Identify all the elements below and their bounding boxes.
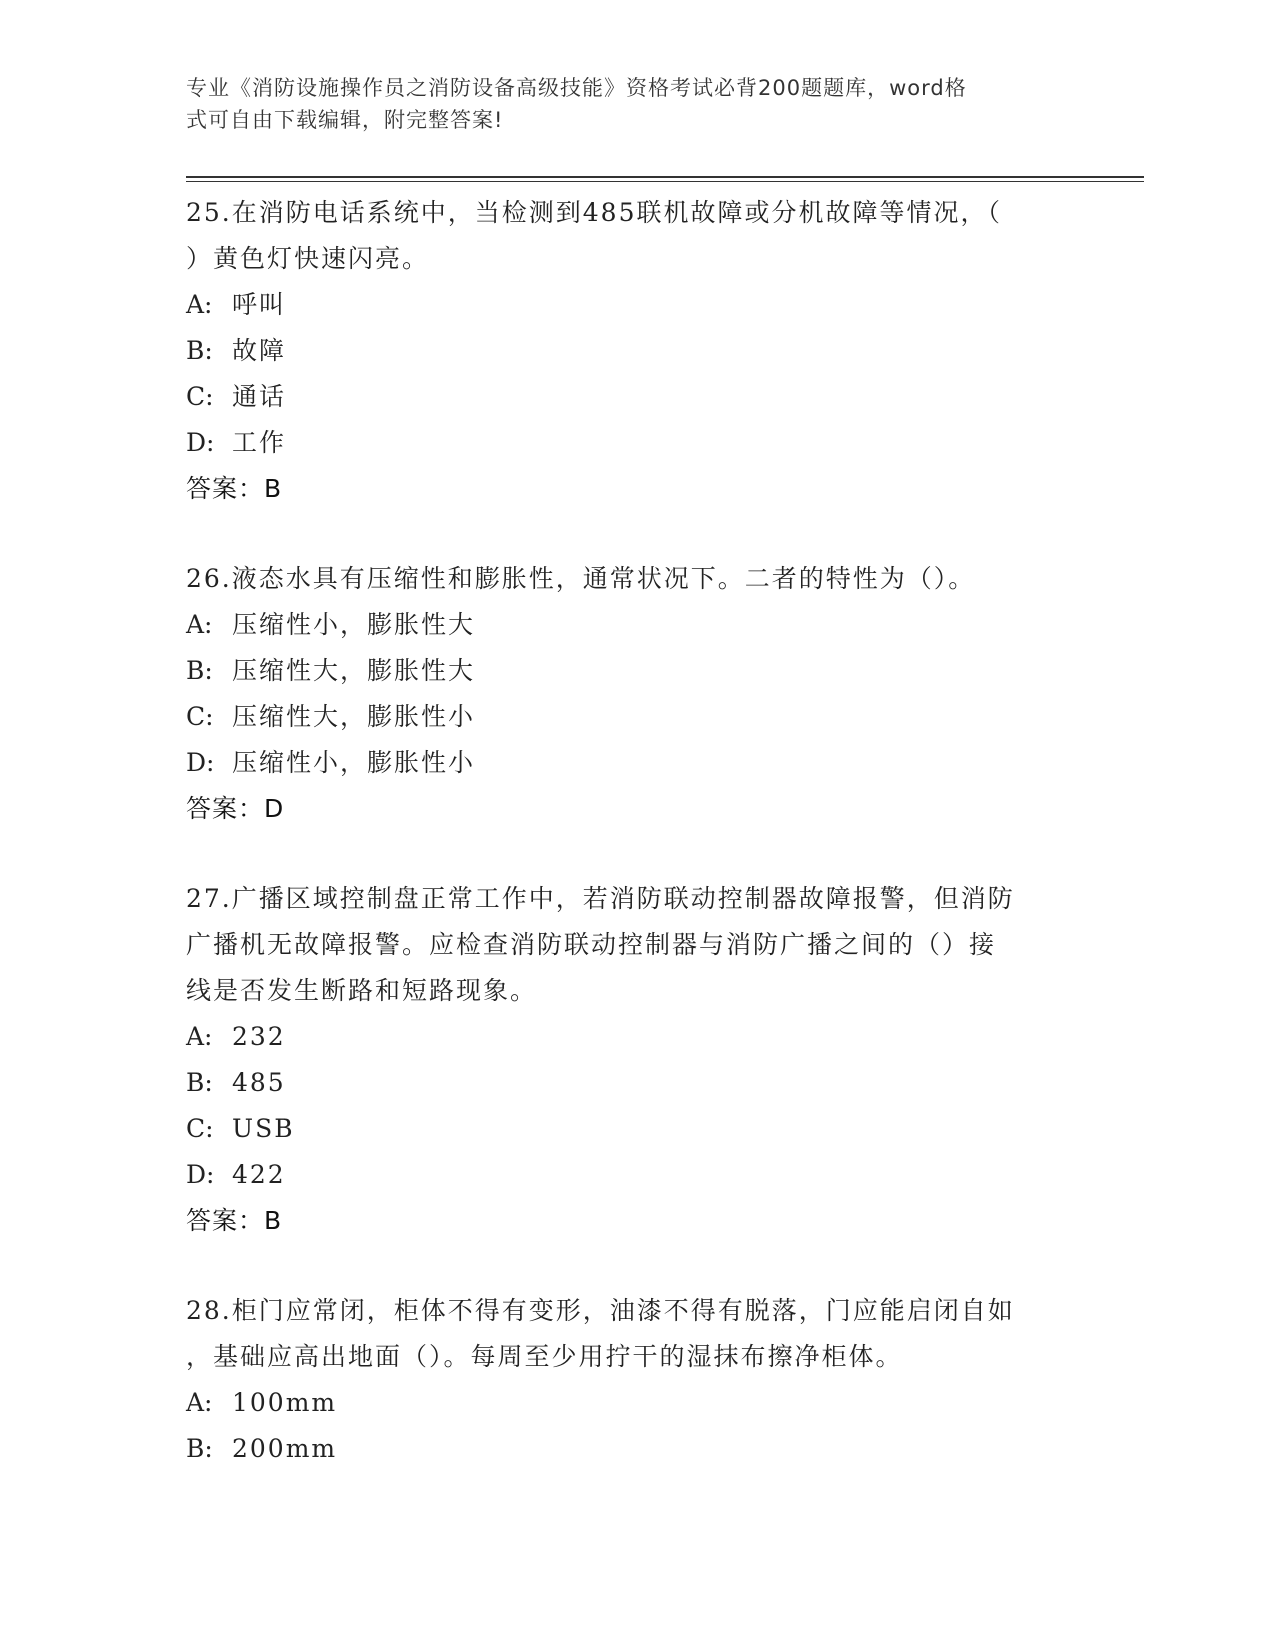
header-line-1: 专业《消防设施操作员之消防设备高级技能》资格考试必背200题题库，word格 xyxy=(186,76,967,100)
question-text-line: ）黄色灯快速闪亮。 xyxy=(186,244,430,273)
option-letter: B: xyxy=(186,1434,213,1463)
question-25 xyxy=(186,190,1066,512)
option-b xyxy=(186,328,1066,374)
option-letter: B: xyxy=(186,336,213,365)
header-rule-thin xyxy=(186,181,1144,182)
option-text: 通话 xyxy=(232,382,287,411)
question-list xyxy=(186,190,1066,1472)
option-letter: B: xyxy=(186,656,213,685)
question-text-line: 28.柜门应常闭，柜体不得有变形，油漆不得有脱落，门应能启闭自如 xyxy=(186,1296,1015,1325)
option-c xyxy=(186,694,1066,740)
option-b xyxy=(186,1426,1066,1472)
option-text: USB xyxy=(232,1114,295,1143)
option-text: 压缩性大，膨胀性小 xyxy=(232,702,476,731)
option-text: 485 xyxy=(232,1068,286,1097)
option-text: 422 xyxy=(232,1160,286,1189)
option-letter: A: xyxy=(186,290,213,319)
option-d xyxy=(186,420,1066,466)
option-text: 压缩性大，膨胀性大 xyxy=(232,656,476,685)
option-a xyxy=(186,282,1066,328)
option-text: 压缩性小，膨胀性大 xyxy=(232,610,476,639)
answer-label: 答案：B xyxy=(186,474,283,503)
question-text-line: ，基础应高出地面（）。每周至少用拧干的湿抹布擦净柜体。 xyxy=(186,1342,903,1371)
option-text: 工作 xyxy=(232,428,287,457)
option-c xyxy=(186,374,1066,420)
option-d xyxy=(186,740,1066,786)
option-b xyxy=(186,648,1066,694)
option-letter: D: xyxy=(186,748,215,777)
option-text: 呼叫 xyxy=(232,290,287,319)
option-text: 232 xyxy=(232,1022,286,1051)
question-26 xyxy=(186,556,1066,832)
option-letter: C: xyxy=(186,382,214,411)
question-27 xyxy=(186,876,1066,1244)
option-letter: A: xyxy=(186,1022,213,1051)
header-rule-thick xyxy=(186,176,1144,178)
header-line-2: 式可自由下载编辑，附完整答案! xyxy=(186,108,504,132)
option-a xyxy=(186,1380,1066,1426)
option-b xyxy=(186,1060,1066,1106)
option-c xyxy=(186,1106,1066,1152)
option-letter: D: xyxy=(186,1160,215,1189)
question-text-line: 广播机无故障报警。应检查消防联动控制器与消防广播之间的（）接 xyxy=(186,930,997,959)
option-a xyxy=(186,602,1066,648)
answer-label: 答案：B xyxy=(186,1206,283,1235)
option-a xyxy=(186,1014,1066,1060)
question-28 xyxy=(186,1288,1066,1472)
question-text-line: 27.广播区域控制盘正常工作中，若消防联动控制器故障报警，但消防 xyxy=(186,884,1015,913)
answer-label: 答案：D xyxy=(186,794,285,823)
page-header xyxy=(186,72,1086,136)
option-text: 100mm xyxy=(232,1388,338,1417)
question-text-line: 25.在消防电话系统中，当检测到485联机故障或分机故障等情况，（ xyxy=(186,198,1002,227)
option-text: 200mm xyxy=(232,1434,338,1463)
option-d xyxy=(186,1152,1066,1198)
option-letter: A: xyxy=(186,610,213,639)
option-letter: B: xyxy=(186,1068,213,1097)
option-letter: C: xyxy=(186,1114,214,1143)
option-letter: A: xyxy=(186,1388,213,1417)
option-letter: D: xyxy=(186,428,215,457)
question-text-line: 26.液态水具有压缩性和膨胀性，通常状况下。二者的特性为（）。 xyxy=(186,564,976,593)
option-text: 压缩性小，膨胀性小 xyxy=(232,748,476,777)
option-text: 故障 xyxy=(232,336,287,365)
question-text-line: 线是否发生断路和短路现象。 xyxy=(186,976,538,1005)
option-letter: C: xyxy=(186,702,214,731)
